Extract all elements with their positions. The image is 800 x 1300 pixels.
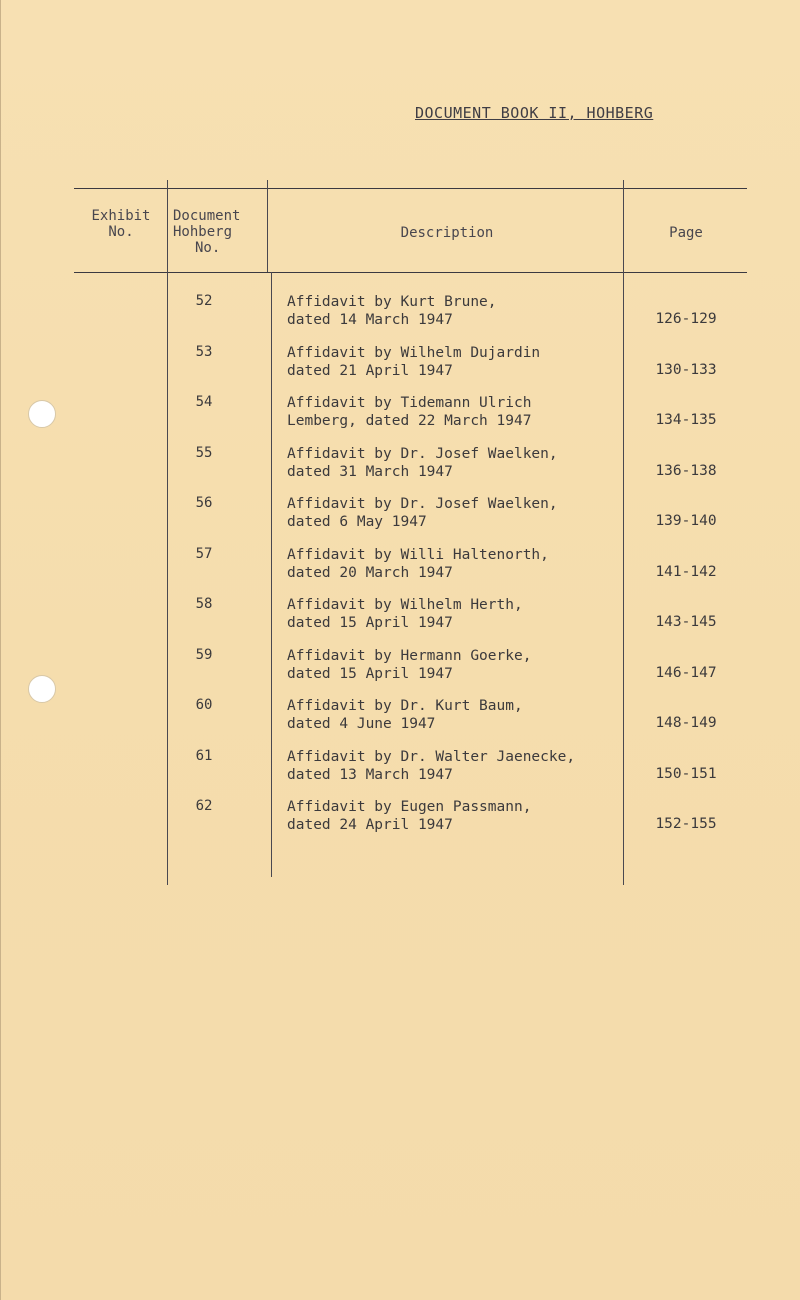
description-line-2: dated 15 April 1947 bbox=[287, 615, 453, 631]
page-range: 139-140 bbox=[655, 513, 717, 529]
page-range: 126-129 bbox=[655, 311, 717, 327]
description-line-1: Affidavit by Wilhelm Herth, bbox=[287, 597, 523, 613]
description-line-1: Affidavit by Eugen Passmann, bbox=[287, 799, 532, 815]
description bbox=[287, 697, 523, 733]
description bbox=[287, 748, 575, 784]
description-line-1: Affidavit by Dr. Josef Waelken, bbox=[287, 445, 558, 462]
header-page: Page bbox=[669, 225, 703, 241]
description-line-2: dated 15 April 1947 bbox=[287, 665, 453, 682]
document-number: 54 bbox=[195, 394, 213, 410]
description bbox=[287, 798, 531, 834]
page-range: 150-151 bbox=[655, 765, 717, 782]
table-row bbox=[1, 546, 800, 596]
document-number: 52 bbox=[195, 293, 213, 309]
page-range: 141-142 bbox=[655, 563, 717, 580]
description-line-2: dated 6 May 1947 bbox=[287, 514, 427, 530]
table-row bbox=[1, 445, 800, 495]
page-range: 134-135 bbox=[655, 412, 717, 428]
description bbox=[287, 647, 531, 683]
document-number: 58 bbox=[195, 596, 213, 612]
description bbox=[287, 293, 497, 329]
description bbox=[287, 495, 558, 531]
document-number: 61 bbox=[195, 747, 213, 764]
table-row bbox=[1, 293, 800, 343]
description-line-2: dated 13 March 1947 bbox=[287, 766, 453, 783]
document-number: 60 bbox=[195, 697, 213, 713]
description-line-1: Affidavit by Dr. Kurt Baum, bbox=[287, 698, 523, 714]
description-line-1: Affidavit by Willi Haltenorth, bbox=[287, 546, 549, 563]
description bbox=[287, 394, 531, 430]
header-docno-line2: Hohberg bbox=[173, 224, 233, 240]
header-exhibit-line1: Exhibit bbox=[91, 208, 151, 224]
table-row bbox=[1, 798, 800, 848]
description-line-1: Affidavit by Kurt Brune, bbox=[287, 294, 497, 310]
table-row bbox=[1, 495, 800, 545]
page-range: 143-145 bbox=[655, 614, 717, 630]
header-docno-line3: No. bbox=[195, 240, 221, 256]
document-number: 55 bbox=[195, 444, 213, 461]
description-line-1: Affidavit by Hermann Goerke, bbox=[287, 647, 532, 664]
page-range: 148-149 bbox=[655, 715, 717, 731]
description-line-1: Affidavit by Dr. Walter Jaenecke, bbox=[287, 748, 576, 765]
header-exhibit-no bbox=[77, 208, 165, 240]
description-line-2: dated 14 March 1947 bbox=[287, 312, 453, 328]
description-line-2: Lemberg, dated 22 March 1947 bbox=[287, 413, 532, 429]
description-line-2: dated 4 June 1947 bbox=[287, 716, 436, 732]
description-line-1: Affidavit by Wilhelm Dujardin bbox=[287, 344, 541, 361]
table-row bbox=[1, 748, 800, 798]
document-number: 59 bbox=[195, 646, 213, 663]
table-header-rule bbox=[74, 272, 747, 273]
column-divider-docno-header bbox=[267, 180, 268, 272]
table-row bbox=[1, 344, 800, 394]
description-line-2: dated 31 March 1947 bbox=[287, 463, 453, 480]
header-docno-line1: Document bbox=[173, 208, 241, 224]
description-line-1: Affidavit by Dr. Josef Waelken, bbox=[287, 496, 558, 512]
description-line-2: dated 24 April 1947 bbox=[287, 817, 453, 833]
page-range: 136-138 bbox=[655, 462, 717, 479]
page-range: 130-133 bbox=[655, 361, 717, 378]
header-exhibit-line2: No. bbox=[108, 224, 134, 240]
table-row bbox=[1, 596, 800, 646]
description bbox=[287, 596, 523, 632]
document-number: 62 bbox=[195, 798, 213, 814]
header-description: Description bbox=[400, 225, 494, 241]
document-number: 57 bbox=[195, 545, 213, 562]
table-row bbox=[1, 697, 800, 747]
document-book-title: DOCUMENT BOOK II, HOHBERG bbox=[415, 104, 654, 122]
table-top-rule bbox=[74, 188, 747, 189]
page-range: 152-155 bbox=[655, 816, 717, 832]
document-number: 53 bbox=[195, 343, 213, 360]
description-line-2: dated 21 April 1947 bbox=[287, 362, 453, 379]
description-line-2: dated 20 March 1947 bbox=[287, 564, 453, 581]
table-row bbox=[1, 394, 800, 444]
table-row bbox=[1, 647, 800, 697]
page-range: 146-147 bbox=[655, 664, 717, 681]
description bbox=[287, 445, 558, 481]
header-document-no bbox=[169, 208, 263, 256]
description bbox=[287, 546, 549, 582]
description bbox=[287, 344, 540, 380]
document-number: 56 bbox=[195, 495, 213, 511]
description-line-1: Affidavit by Tidemann Ulrich bbox=[287, 395, 532, 411]
